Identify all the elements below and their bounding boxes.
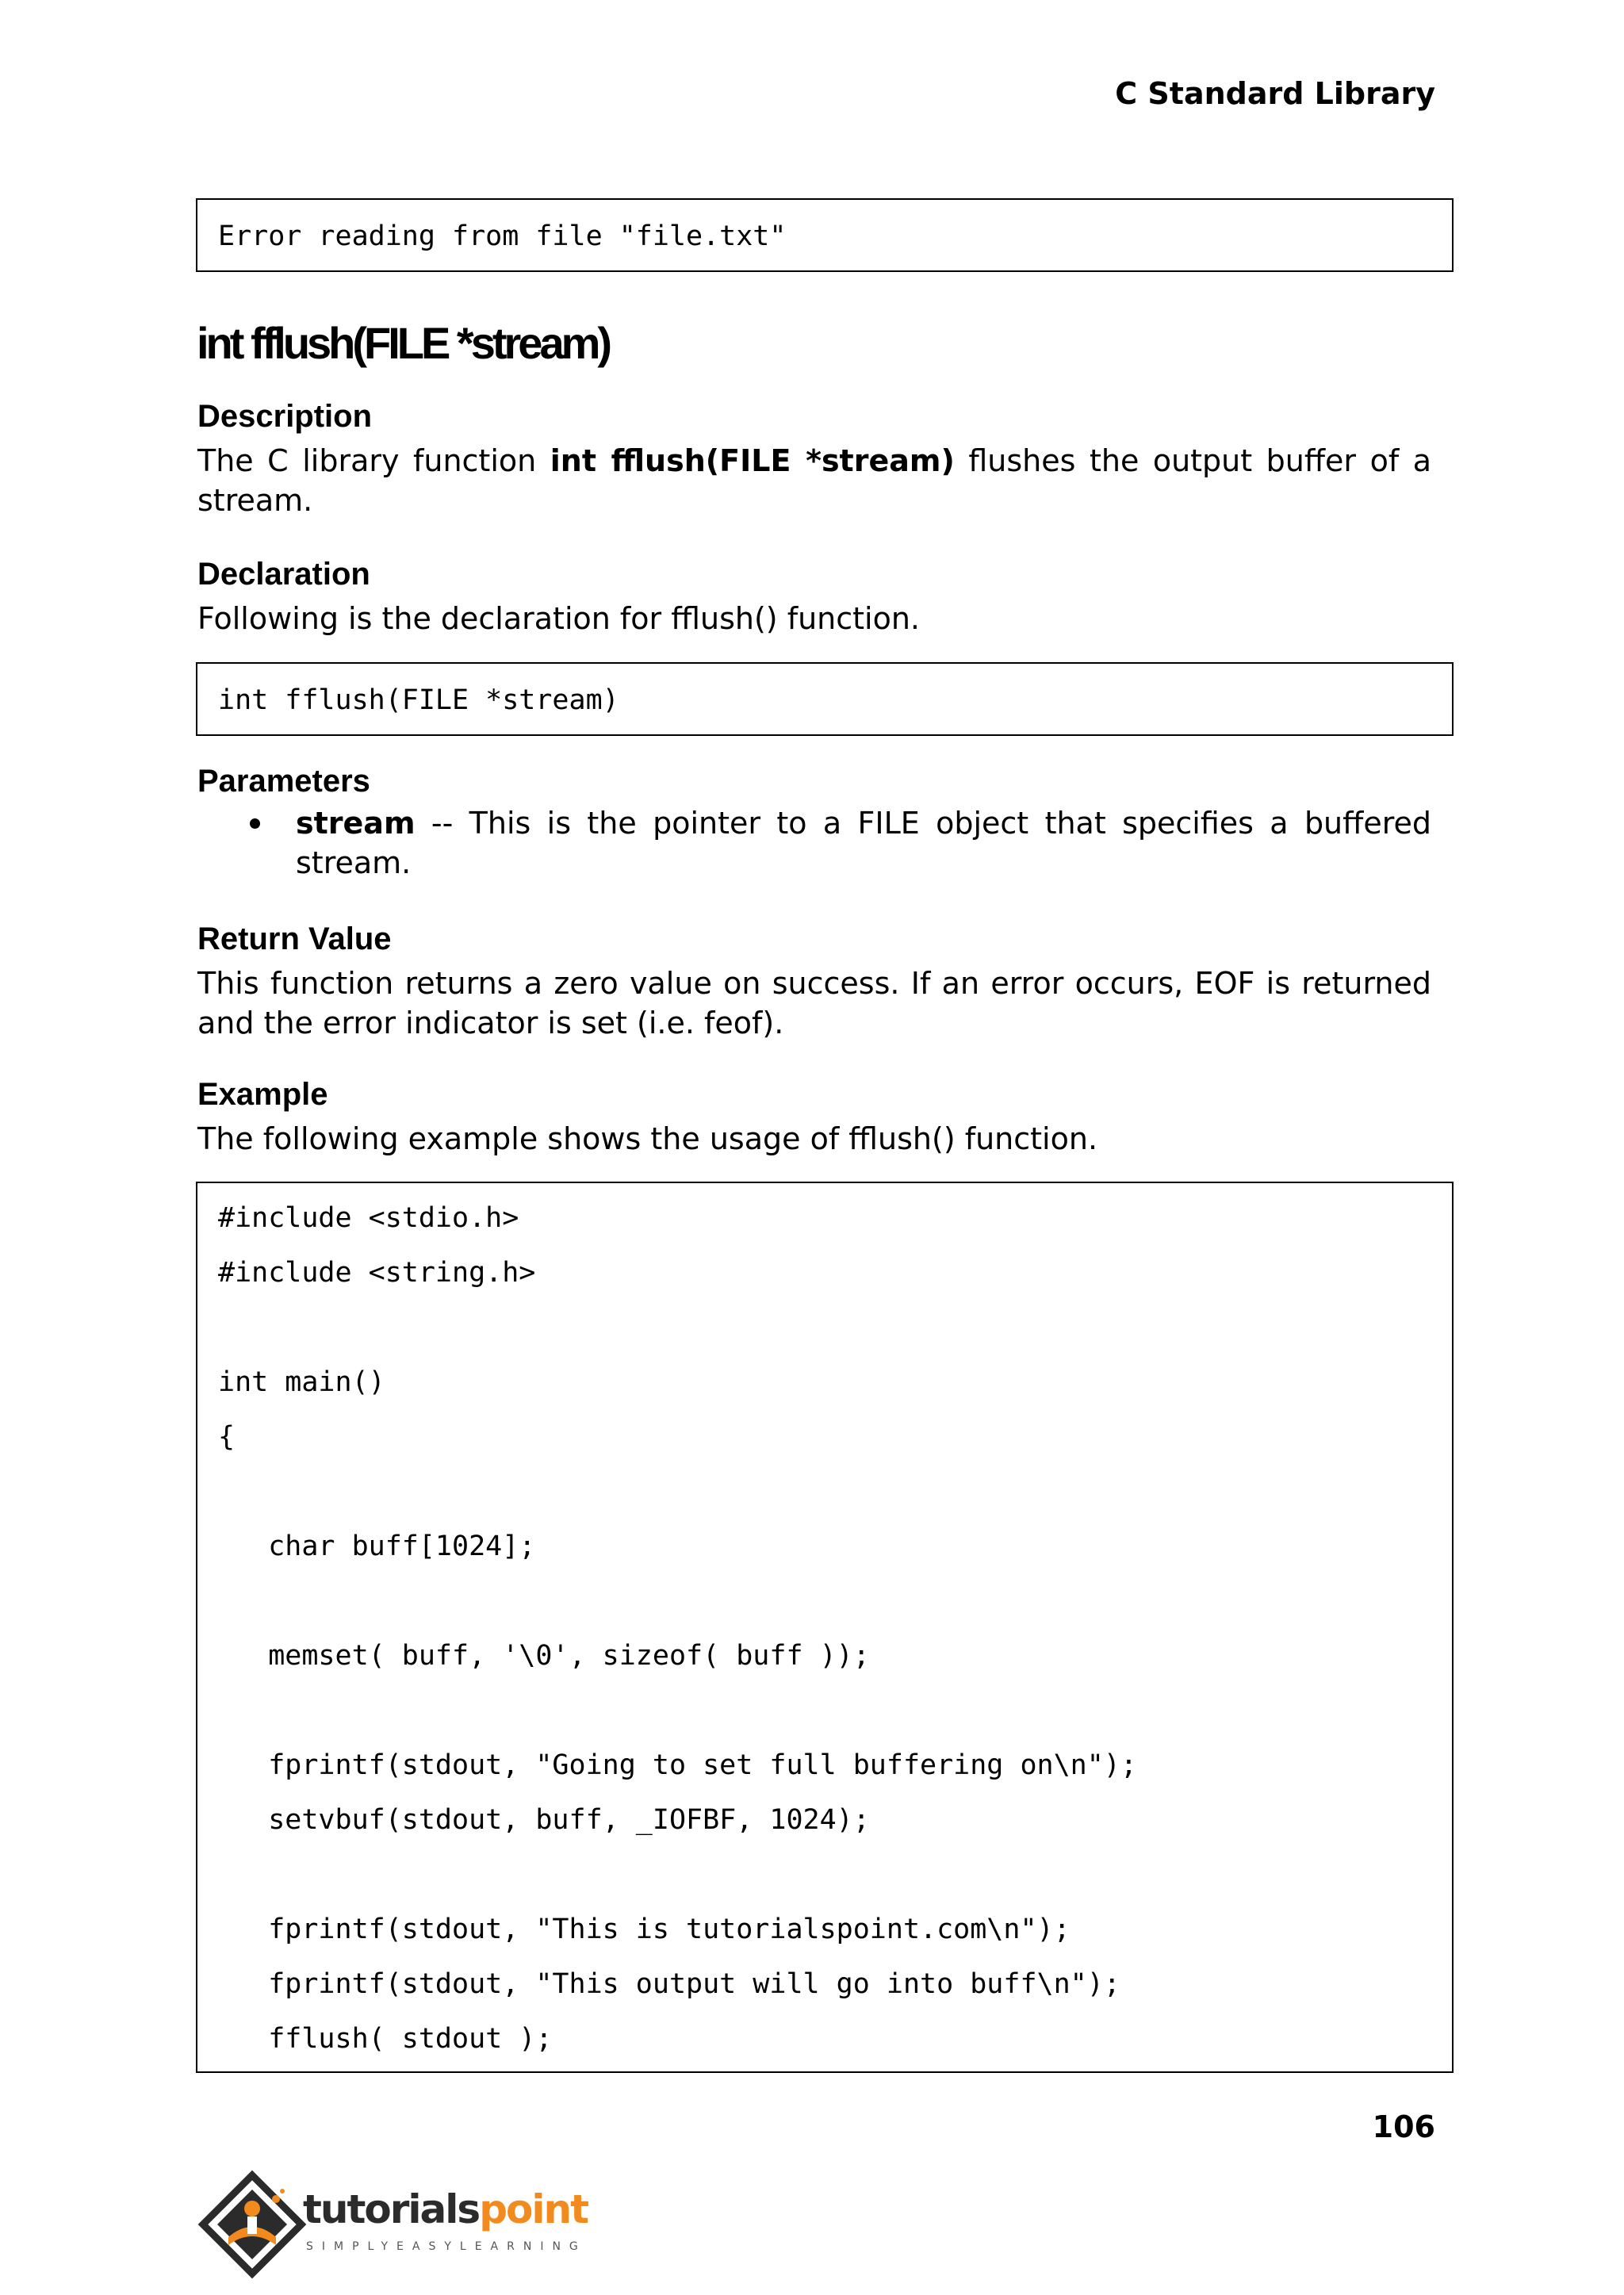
description-function-signature: int fflush(FILE *stream) <box>550 443 955 478</box>
logo-wordmark <box>303 2186 588 2232</box>
return-value-text: This function returns a zero value on success. If an error occurs, EOF is returned and the error indicator is set (i.e. feof). <box>197 966 1431 1040</box>
example-heading: Example <box>197 1077 328 1112</box>
running-header: C Standard Library <box>1115 76 1435 111</box>
bullet-icon <box>250 818 260 829</box>
code-line: setvbuf(stdout, buff, _IOFBF, 1024); <box>218 1804 870 1836</box>
code-line: char buff[1024]; <box>218 1531 536 1562</box>
logo-tagline: SIMPLYEASYLEARNING <box>306 2240 587 2253</box>
page-number: 106 <box>1372 2109 1435 2144</box>
return-value-heading: Return Value <box>197 921 392 956</box>
tutorialspoint-logo <box>197 2169 588 2280</box>
code-line: fprintf(stdout, "This output will go into buff\n"); <box>218 1968 1120 2000</box>
description-text <box>197 441 1431 520</box>
declaration-code-box <box>196 662 1454 736</box>
parameter-description: -- This is the pointer to a FILE object that specifies a buffered stream. <box>296 806 1431 880</box>
output-text: Error reading from file "file.txt" <box>218 220 787 252</box>
declaration-heading: Declaration <box>197 557 370 592</box>
parameters-heading: Parameters <box>197 764 370 799</box>
example-code-box <box>196 1182 1454 2073</box>
output-box <box>196 198 1454 272</box>
code-line: fflush( stdout ); <box>218 2023 553 2055</box>
description-text-after: flushes the output buffer of a stream. <box>197 443 1431 518</box>
list-item <box>197 803 1431 883</box>
parameters-list <box>197 803 1431 883</box>
logo-word-orange: point <box>479 2186 588 2232</box>
parameter-name: stream <box>296 806 416 841</box>
code-line: #include <stdio.h> <box>218 1202 519 1234</box>
logo-emblem-icon <box>197 2169 308 2280</box>
code-line: fprintf(stdout, "This is tutorialspoint.com\n"); <box>218 1914 1071 1945</box>
logo-word-dark: tutorials <box>303 2186 480 2232</box>
code-line: #include <string.h> <box>218 1257 536 1289</box>
description-text-before: The C library function <box>197 443 550 478</box>
code-line: fprintf(stdout, "Going to set full buffering on\n"); <box>218 1749 1137 1781</box>
example-text: The following example shows the usage of fflush() function. <box>197 1121 1098 1156</box>
declaration-text: Following is the declaration for fflush() function. <box>197 601 920 636</box>
description-heading: Description <box>197 399 373 434</box>
code-line: memset( buff, '\0', sizeof( buff )); <box>218 1640 870 1672</box>
section-title: int fflush(FILE *stream) <box>197 318 610 368</box>
declaration-code: int fflush(FILE *stream) <box>218 684 619 716</box>
code-line: { <box>218 1421 236 1453</box>
code-line: int main() <box>218 1366 385 1398</box>
